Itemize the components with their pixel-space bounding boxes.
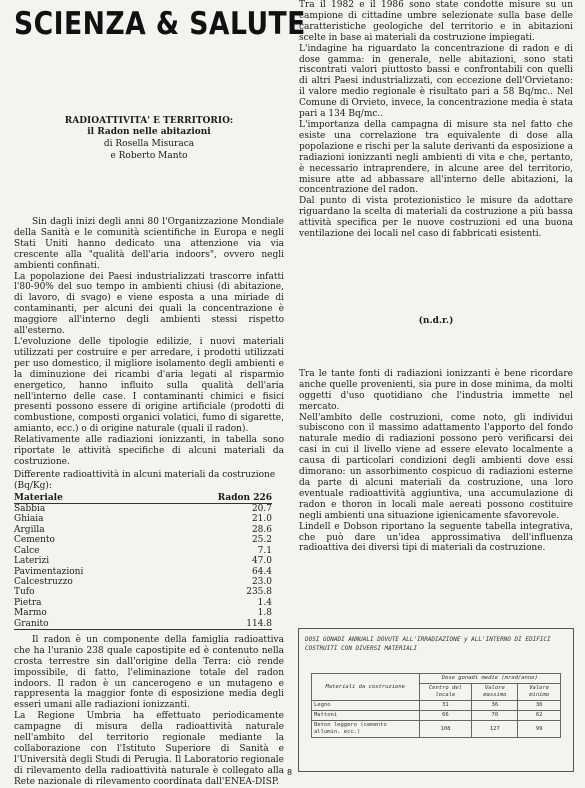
table-row bbox=[312, 721, 561, 738]
table-row bbox=[312, 701, 561, 711]
material-name: Laterizi bbox=[14, 556, 50, 567]
left-column bbox=[14, 0, 306, 788]
table-row bbox=[14, 556, 272, 566]
dose-header-centre: Centro del locale bbox=[419, 684, 472, 701]
material-name: Tufo bbox=[14, 587, 35, 598]
dose-value: 36 bbox=[472, 701, 518, 711]
table-row bbox=[14, 514, 272, 524]
radon-value: 235.8 bbox=[246, 587, 272, 598]
article-heading bbox=[14, 116, 284, 162]
radon-value: 1.8 bbox=[257, 608, 272, 619]
editor-note: (n.d.r.) bbox=[418, 315, 454, 326]
paragraph: La Regione Umbria ha effettuato periodicamente campagne di misura della radioattività naturale nell'ambito del territorio regionale mediante la collaborazione con l'Istituto Superiore di Sanità e l'Università degli Studi di Perugia. Il Laboratorio regionale di rilevamento della radioattività naturale è collegato alla Rete nazionale di rilevamento coordinata dall'ENEA-DISP. bbox=[14, 711, 284, 787]
material-name: Pietra bbox=[14, 597, 42, 608]
dose-value: 127 bbox=[472, 721, 518, 738]
dose-value: 99 bbox=[518, 721, 561, 738]
paragraph: L'evoluzione delle tipologie edilizie, i nuovi materiali utilizzati per costruire e per arredare, i prodotti utilizzati per uso domestico, il migliore isolamento degli ambienti e la diminuzione dei ricambi d'aria legati al risparmio energetico, hanno influito sulla qualità dell'aria nell'interno delle case. I contaminanti chimici e fisici presenti possono essere di origine artificiale (prodotti di combustione, composti organici volatici, fumo di sigarette, amianto, ecc.) o di origine naturale (quali il radon). bbox=[14, 336, 284, 435]
dose-header-max: Valore massimo bbox=[472, 684, 518, 701]
dose-header-min: Valore minimo bbox=[518, 684, 561, 701]
paragraph: L'importanza della campagna di misure sta nel fatto che esiste una correlazione tra equivalente di dose alla popolazione e rischi per la salute derivanti da esposizione a radiazioni ionizzanti negli ambienti di vita e che, pertanto, è necessario intraprendere, in alcune aree del territorio, misure atte ad abbassare all'interno delle abitazioni, la concentrazione del radon. bbox=[299, 119, 573, 196]
dose-value: 62 bbox=[518, 711, 561, 721]
dose-value: 66 bbox=[419, 711, 472, 721]
dose-table-box bbox=[298, 628, 574, 772]
paragraph: Relativamente alle radiazioni ionizzanti, in tabella sono riportate le attività specifiche di alcuni materiali da costruzione. bbox=[14, 435, 284, 467]
dose-table-title: DOSI GONADI ANNUALI DOVUTE ALL'IRRADIAZIONE y ALL'INTERNO DI EDIFICI COSTRUITI CON DIVERSI MATERIALI bbox=[305, 636, 551, 652]
dose-table bbox=[311, 673, 561, 738]
material-name: Cemento bbox=[14, 535, 55, 546]
table-caption: Differente radioattività in alcuni materiali da costruzione (Bq/Kg): bbox=[14, 469, 276, 491]
paragraph: Tra le tante fonti di radiazioni ionizzanti è bene ricordare anche quelle provenienti, sia pure in dose minima, da molti oggetti d'uso quotidiano che l'industria immette nel mercato. bbox=[299, 368, 573, 412]
paragraph: Lindell e Dobson riportano la seguente tabella integrativa, che può dare un'idea approssimativa dell'influenza radioattiva dei diversi tipi di materiali da costruzione. bbox=[299, 521, 573, 554]
radon-value: 114.8 bbox=[159, 619, 272, 630]
table-row bbox=[14, 546, 272, 556]
page-number: 8 bbox=[287, 768, 293, 777]
article-title: RADIOATTIVITA' E TERRITORIO: bbox=[64, 116, 234, 126]
material-name: Calce bbox=[14, 545, 40, 556]
radon-value: 1.4 bbox=[257, 597, 272, 608]
table-header-material: Materiale bbox=[14, 493, 159, 504]
dose-header-material: Materiali da costruzione bbox=[312, 674, 420, 701]
radon-value: 20.7 bbox=[251, 504, 272, 515]
paragraph: Sin dagli inizi degli anni 80 l'Organizzazione Mondiale della Sanità e le comunità scientifiche in Europa e negli Stati Uniti hanno dedicato una attenzione via via crescente alla "qualità dell'aria indoors", ovvero negli ambienti confinati. bbox=[14, 217, 284, 271]
dose-material: Mattoni bbox=[312, 711, 420, 721]
paragraph: Tra il 1982 e il 1986 sono state condotte misure su un campione di cittadine umbre selezionate sulla base delle caratteristiche geologiche del territorio e in abitazioni scelte in base ai materiali da costruzione impiegati. bbox=[299, 0, 573, 43]
table-header-radon: Radon 226 bbox=[159, 493, 272, 504]
radon-value: 21.0 bbox=[251, 514, 272, 525]
radon-value: 7.1 bbox=[257, 545, 272, 556]
dose-material: Beton leggero (cemento allumin. ecc.) bbox=[312, 721, 420, 738]
table-row bbox=[14, 587, 272, 597]
radon-value: 47.0 bbox=[251, 556, 272, 567]
radon-value: 25.2 bbox=[251, 535, 272, 546]
dose-value: 108 bbox=[419, 721, 472, 738]
dose-group-header: Dose gonadi medie (mrad/anno) bbox=[419, 674, 560, 684]
dose-value: 30 bbox=[518, 701, 561, 711]
table-row bbox=[14, 619, 272, 630]
material-name: Granito bbox=[14, 619, 159, 630]
section-title: SCIENZA & SALUTE bbox=[14, 6, 306, 42]
table-row bbox=[14, 567, 272, 577]
paragraph: Il radon è un componente della famiglia radioattiva che ha l'uranio 238 quale capostipite ed è contenuto nella crosta terrestre sin dall'origine della Terra: ciò rende impossibile, di fatto, l'eliminazione totale del radon indoors. Il radon è un cancerogeno e un mutageno e rappresenta la maggior fonte di esposizione media degli esseri umani alle radiazioni ionizzanti. bbox=[14, 634, 284, 711]
material-name: Calcestruzzo bbox=[14, 576, 73, 587]
material-name: Ghiaia bbox=[14, 514, 44, 525]
author-line-2: e Roberto Manto bbox=[110, 151, 188, 161]
table-row bbox=[312, 711, 561, 721]
table-row bbox=[14, 577, 272, 587]
paragraph: La popolazione dei Paesi industrializzati trascorre infatti l'80-90% del suo tempo in ambienti chiusi (di abitazione, di lavoro, di svago) e viene esposta a una miriade di contaminanti, per alcuni dei quali la concentrazione è maggiore all'interno degli ambienti stessi rispetto all'esterno. bbox=[14, 271, 284, 337]
material-name: Sabbia bbox=[14, 504, 46, 515]
material-name: Pavimentazioni bbox=[14, 566, 84, 577]
table-row bbox=[14, 525, 272, 535]
dose-value: 70 bbox=[472, 711, 518, 721]
paragraph: L'indagine ha riguardato la concentrazione di radon e di dose gamma: in generale, nelle abitazioni, sono stati riscontrati valori piuttosto bassi e confrontabili con quelli di altri Paesi industrializzati, con eccezione dell'Orvietano: il valore medio regionale è risultato pari a 58 Bq/mc.. Nel Comune di Orvieto, invece, la concentrazione media è stata pari a 134 Bq/mc.. bbox=[299, 43, 573, 120]
table-row bbox=[14, 598, 272, 608]
table-row bbox=[14, 535, 272, 545]
dose-material: Legno bbox=[312, 701, 420, 711]
radon-value: 28.6 bbox=[251, 524, 272, 535]
material-name: Argilla bbox=[14, 524, 45, 535]
material-name: Marmo bbox=[14, 608, 47, 619]
right-column bbox=[299, 0, 573, 554]
table-row bbox=[14, 504, 272, 515]
paragraph: Dal punto di vista protezionistico le misure da adottare riguardano la scelta di materiali da costruzione a più bassa attività specifica per le nuove costruzioni ed una buona ventilazione dei locali nel caso di fabbricati esistenti. bbox=[299, 196, 573, 240]
dose-value: 31 bbox=[419, 701, 472, 711]
materials-table bbox=[14, 493, 272, 630]
table-row bbox=[14, 608, 272, 618]
radon-value: 23.0 bbox=[251, 576, 272, 587]
author-line-1: di Rosella Misuraca bbox=[103, 139, 195, 149]
article-subtitle: il Radon nelle abitazioni bbox=[87, 127, 211, 137]
paragraph: Nell'ambito delle costruzioni, come noto, gli individui subiscono con il massimo adattamento l'apporto del fondo naturale medio di radiazioni possono però verificarsi dei casi in cui il livello viene ad essere elevato localmente a causa di particolari condizioni degli ambienti dove essi dimorano: un assorbimento cospicuo di radiazioni esterne da parte di alcuni materiali da costruzione, una loro eventuale radioattività aggiuntiva, una accumulazione di radon e thoron in locali male aereati possono costituire negli ambienti una situazione igienicamente sfavorevole. bbox=[299, 412, 573, 521]
radon-value: 64.4 bbox=[251, 566, 272, 577]
